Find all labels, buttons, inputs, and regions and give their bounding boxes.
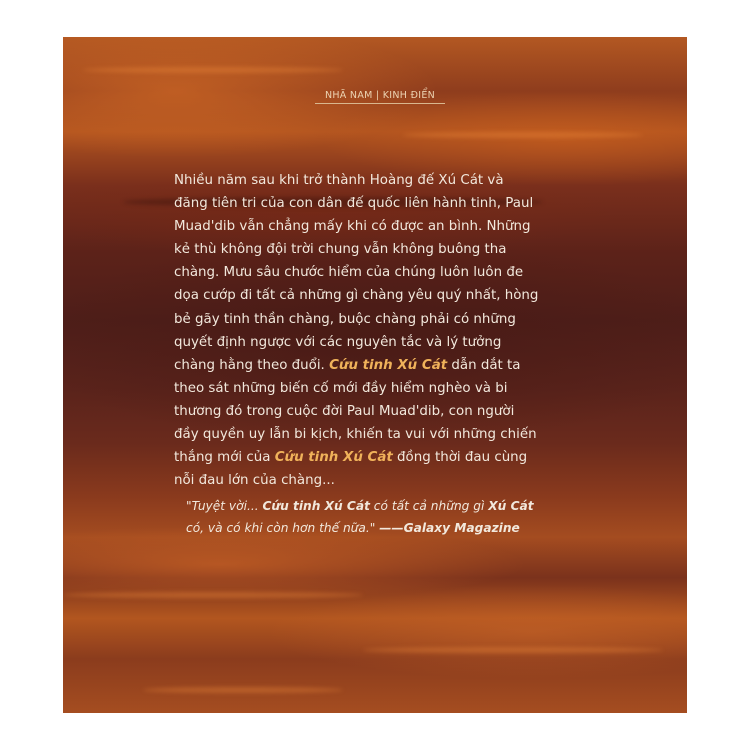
quote-book-title: Xú Cát [488,499,534,513]
synopsis-line: chàng. Mưu sâu chước hiểm của chúng luôn luôn đe [174,265,524,281]
synopsis-text: dẫn dắt ta [447,357,521,373]
cloud-streak [143,687,343,693]
synopsis-line: Muad'dib vẫn chẳng mấy khi có được an bình. Những [174,219,531,235]
book-title-highlight: Cứu tinh Xú Cát [329,357,448,373]
synopsis-line: Nhiều năm sau khi trở thành Hoàng đế Xú Cát và [174,173,504,188]
review-quote [186,495,586,539]
synopsis-text: chàng hằng theo đuổi. [174,357,330,373]
synopsis-line: theo sát những biến cố mới đầy hiểm nghèo và bi [174,380,508,396]
quote-book-title: Cứu tinh Xú Cát [262,499,370,513]
cloud-streak [63,592,363,598]
cloud-streak [363,647,663,653]
cloud-streak [403,132,643,138]
synopsis-line: thương đó trong cuộc đời Paul Muad'dib, con người [174,403,515,419]
quote-line [186,517,586,539]
synopsis-line: dọa cướp đi tất cả những gì chàng yêu quý nhất, hòng [174,288,539,304]
book-back-cover [63,37,687,713]
quote-source: ——Galaxy Magazine [379,521,520,535]
synopsis-line: bẻ gãy tinh thần chàng, buộc chàng phải có những [174,311,516,327]
publisher-imprint: NHÃ NAM | KINH ĐIỂN [315,90,445,104]
quote-text: "Tuyệt vời... [186,499,263,513]
synopsis-paragraph [174,169,554,492]
synopsis-line: đăng tiên tri của con dân đế quốc liên hành tinh, Paul [174,196,534,212]
synopsis-text: thắng mới của [174,450,275,466]
synopsis-text: đồng thời đau cùng [392,450,528,466]
synopsis-line: kẻ thù không đội trời chung vẫn không buông tha [174,242,507,258]
synopsis-line: đầy quyền uy lẫn bi kịch, khiến ta vui với những chiến [174,427,537,443]
cloud-streak [83,67,343,73]
synopsis-line: quyết định ngược với các nguyên tắc và lý tưởng [174,334,502,350]
book-title-highlight: Cứu tinh Xú Cát [274,450,393,466]
synopsis-line: nỗi đau lớn của chàng... [174,473,335,489]
quote-text: có tất cả những gì [369,499,489,513]
quote-text: có, và có khi còn hơn thế nữa." [186,521,380,535]
synopsis-line [174,446,554,469]
synopsis-line [174,354,554,377]
quote-line [186,495,586,517]
